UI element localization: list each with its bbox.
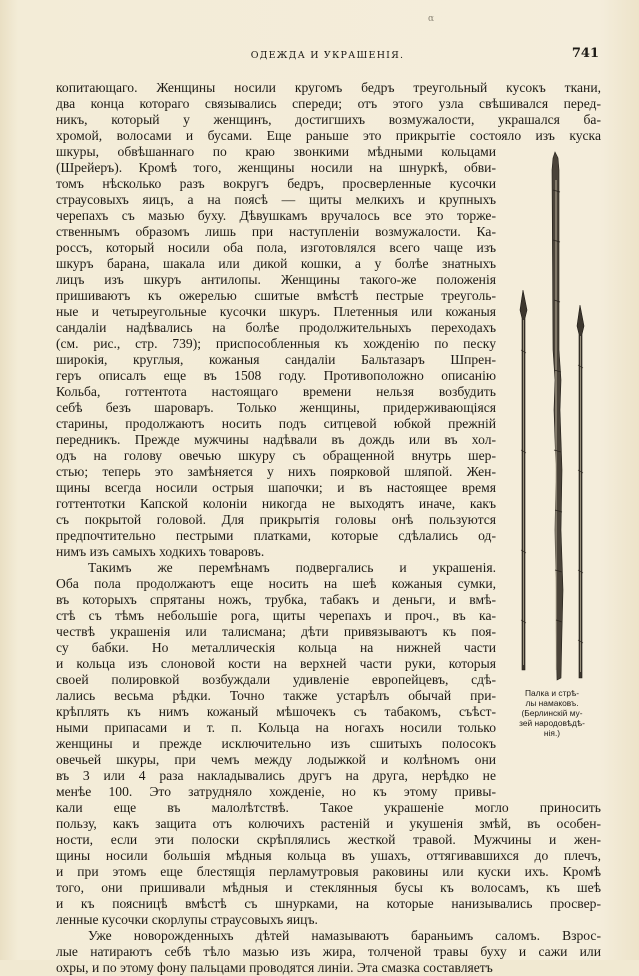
text-line: два конца котораго связывались спереди; отъ этого узла свѣшивался перед- (56, 96, 601, 111)
text-line: съ покрытой головой. Для прикрытія головы онѣ пользуются (56, 512, 496, 527)
caption-line: Палка и стрѣ- (524, 688, 579, 698)
text-line: россъ, который носили оба пола, изготовлялся всего чаще изъ (56, 240, 496, 255)
text-line: ности, если эти полоски скрѣплялись жесткой травой. Мужчины и жен- (56, 832, 601, 847)
text-line: ными припасами и т. п. Кольца на ногахъ носили только (56, 720, 496, 735)
page-number: 741 (571, 46, 599, 61)
text-line: щины всегда носили острыя шапочки; и въ настоящее время (56, 480, 496, 495)
text-line: передникъ. Прежде мужчины надѣвали въ дождь или въ хол- (56, 432, 496, 447)
text-line: стѣ съ тѣмъ небольшіе рога, щиты черепахъ и проч., въ ка- (56, 608, 496, 623)
text-line: предпочтительно пестрыми платками, которые сдѣлались од- (56, 528, 496, 543)
text-line: сандаліи надѣвались на болѣе продолжительныхъ переходахъ (56, 320, 496, 335)
caption-line: лы намаковъ. (525, 698, 579, 708)
text-line: Такимъ же перемѣнамъ подвергались и украшенія. (88, 560, 496, 575)
text-line: шкуры, обвѣшаннаго по краю звонкими мѣдными кольцами (56, 144, 496, 159)
text-line: ные и четыреугольные кусочки шкуръ. Плетенныя или кожаныя (56, 304, 496, 319)
text-line: одъ на голову овечью шкуру съ обращенной внутрь шер- (56, 448, 496, 463)
arrow-right-drawing (577, 305, 584, 678)
text-line: широкія, круглыя, кожаныя сандаліи Бальтазаръ Шпрен- (56, 352, 496, 367)
text-line: чествѣ украшенія или талисмана; дѣти привязываютъ къ поя- (56, 624, 496, 639)
text-line: своей полировкой возбуждали удивленіе европейцевъ, сдѣ- (56, 672, 496, 687)
caption-line: зей народовѣдѣ- (519, 718, 585, 728)
figure-staff-and-arrows (498, 150, 603, 695)
pencil-mark: α (428, 14, 435, 24)
arrow-left-drawing (520, 290, 527, 670)
text-line: лицъ изъ шкуръ антилопы. Женщины такого-же положенія (56, 272, 496, 287)
caption-line: (Берлинскій му- (521, 708, 583, 718)
text-line: себѣ безъ шароваръ. Только женщины, придерживающіяся (56, 400, 496, 415)
text-line: лые натираютъ себѣ тѣло мазью изъ жира, толченой травы буху и сажи или (56, 944, 601, 959)
text-line: никъ, который у женщинъ, достигшихъ возмужалости, украшался ба- (56, 112, 601, 127)
text-line: старины, продолжаютъ носить подъ ситцевой юбкой прежній (56, 416, 496, 431)
text-line: стью; теперь это замѣняется у нихъ поярковой шляпой. Жен- (56, 464, 496, 479)
text-line: и къ поясницѣ вмѣстѣ съ шнурками, на которые нанизывались просвер- (56, 896, 601, 911)
staff-drawing (552, 152, 563, 680)
text-line: менѣе 100. Это затрудняло хожденіе, но къ этому привы- (56, 784, 496, 799)
page-header (56, 46, 599, 62)
text-line: хромой, волосами и бусами. Еще раньше это прикрытіе состояло изъ куска (56, 128, 601, 143)
text-line: женщины и прежде исключительно изъ сшитыхъ полосокъ (56, 736, 496, 751)
text-line: шкуръ барана, шакала или дикой кошки, а у болѣе знатныхъ (56, 256, 496, 271)
text-line: въ 3 или 4 раза накладывались другъ на друга, нерѣдко не (56, 768, 496, 783)
text-line: охры, и по этому фону пальцами проводятся линіи. Эта смазка составляетъ (56, 960, 493, 975)
text-line: пользу, какъ защита отъ колючихъ растеній и укушенія змѣй, въ особен- (56, 816, 601, 831)
text-line: (Шрейеръ). Кромѣ того, женщины носили на шнуркѣ, обви- (56, 160, 496, 175)
text-line: овечьей шкуры, при чемъ между лодыжкой и колѣномъ они (56, 752, 496, 767)
text-line: су бабки. Но металлическія кольца на нижней части (56, 640, 496, 655)
text-line: томъ нѣсколько разъ вокругъ бедръ, просверленные кусочки (56, 176, 496, 191)
text-line: и кольца изъ слоновой кости на верхней части руки, которыя (56, 656, 496, 671)
caption-line: нія.) (543, 728, 561, 738)
text-line: страусовыхъ яицъ, а на поясѣ — щиты мелкихъ и крупныхъ (56, 192, 496, 207)
text-line: готтентотки Капской колоніи никогда не выходятъ иначе, какъ (56, 496, 496, 511)
text-line: кали еще въ малолѣтствѣ. Такое украшеніе могло приносить (56, 800, 601, 815)
text-line: геръ описалъ еще въ 1508 году. Противоположно описанію (56, 368, 496, 383)
text-line: крѣплять къ нимъ кожаный мѣшочекъ съ табакомъ, съѣст- (56, 704, 496, 719)
text-line: (см. рис., стр. 739); приспособленныя къ хожденію по песку (56, 336, 496, 351)
text-line: въ которыхъ спрятаны ножъ, трубка, табакъ и деньги, и вмѣ- (56, 592, 496, 607)
text-line: Кольба, готтентота настоящаго времени нельзя возбудить (56, 384, 496, 399)
text-line: Оба пола продолжаютъ еще носить на шеѣ кожаныя сумки, (56, 576, 496, 591)
text-line: копитающаго. Женщины носили кругомъ бедръ треугольный кусокъ ткани, (56, 80, 601, 95)
running-head: ОДЕЖДА И УКРАШЕНІЯ. (250, 50, 405, 61)
text-line: лались весьма рѣдки. Точно также устарѣлъ обычай при- (56, 688, 496, 703)
text-line: пришиваютъ къ ожерелью сшитые вмѣстѣ пестрые треуголь- (56, 288, 496, 303)
text-line: черепахъ съ мазью буху. Дѣвушкамъ вручалось все это торже- (56, 208, 496, 223)
text-line: ленные кусочки скорлупы страусовыхъ яицъ. (56, 912, 318, 927)
figure-caption (504, 688, 600, 738)
text-line: Уже новорожденныхъ дѣтей намазываютъ бараньимъ саломъ. Взрос- (88, 928, 601, 943)
text-line: нимъ изъ самыхъ ходкихъ товаровъ. (56, 544, 265, 559)
text-line: и при этомъ еще блестящія перламутровыя раковины или куски ихъ. Кромѣ (56, 864, 601, 879)
text-line: ственнымъ образомъ лишь при наступленіи возмужалости. Ка- (56, 224, 496, 239)
staff-and-arrows-illustration (498, 150, 603, 695)
text-line: того, они пришивали мѣдныя и стеклянныя бусы къ волосамъ, къ шеѣ (56, 880, 601, 895)
text-line: щины носили большія мѣдныя кольца въ ушахъ, оттягивавшихся до плечъ, (56, 848, 601, 863)
